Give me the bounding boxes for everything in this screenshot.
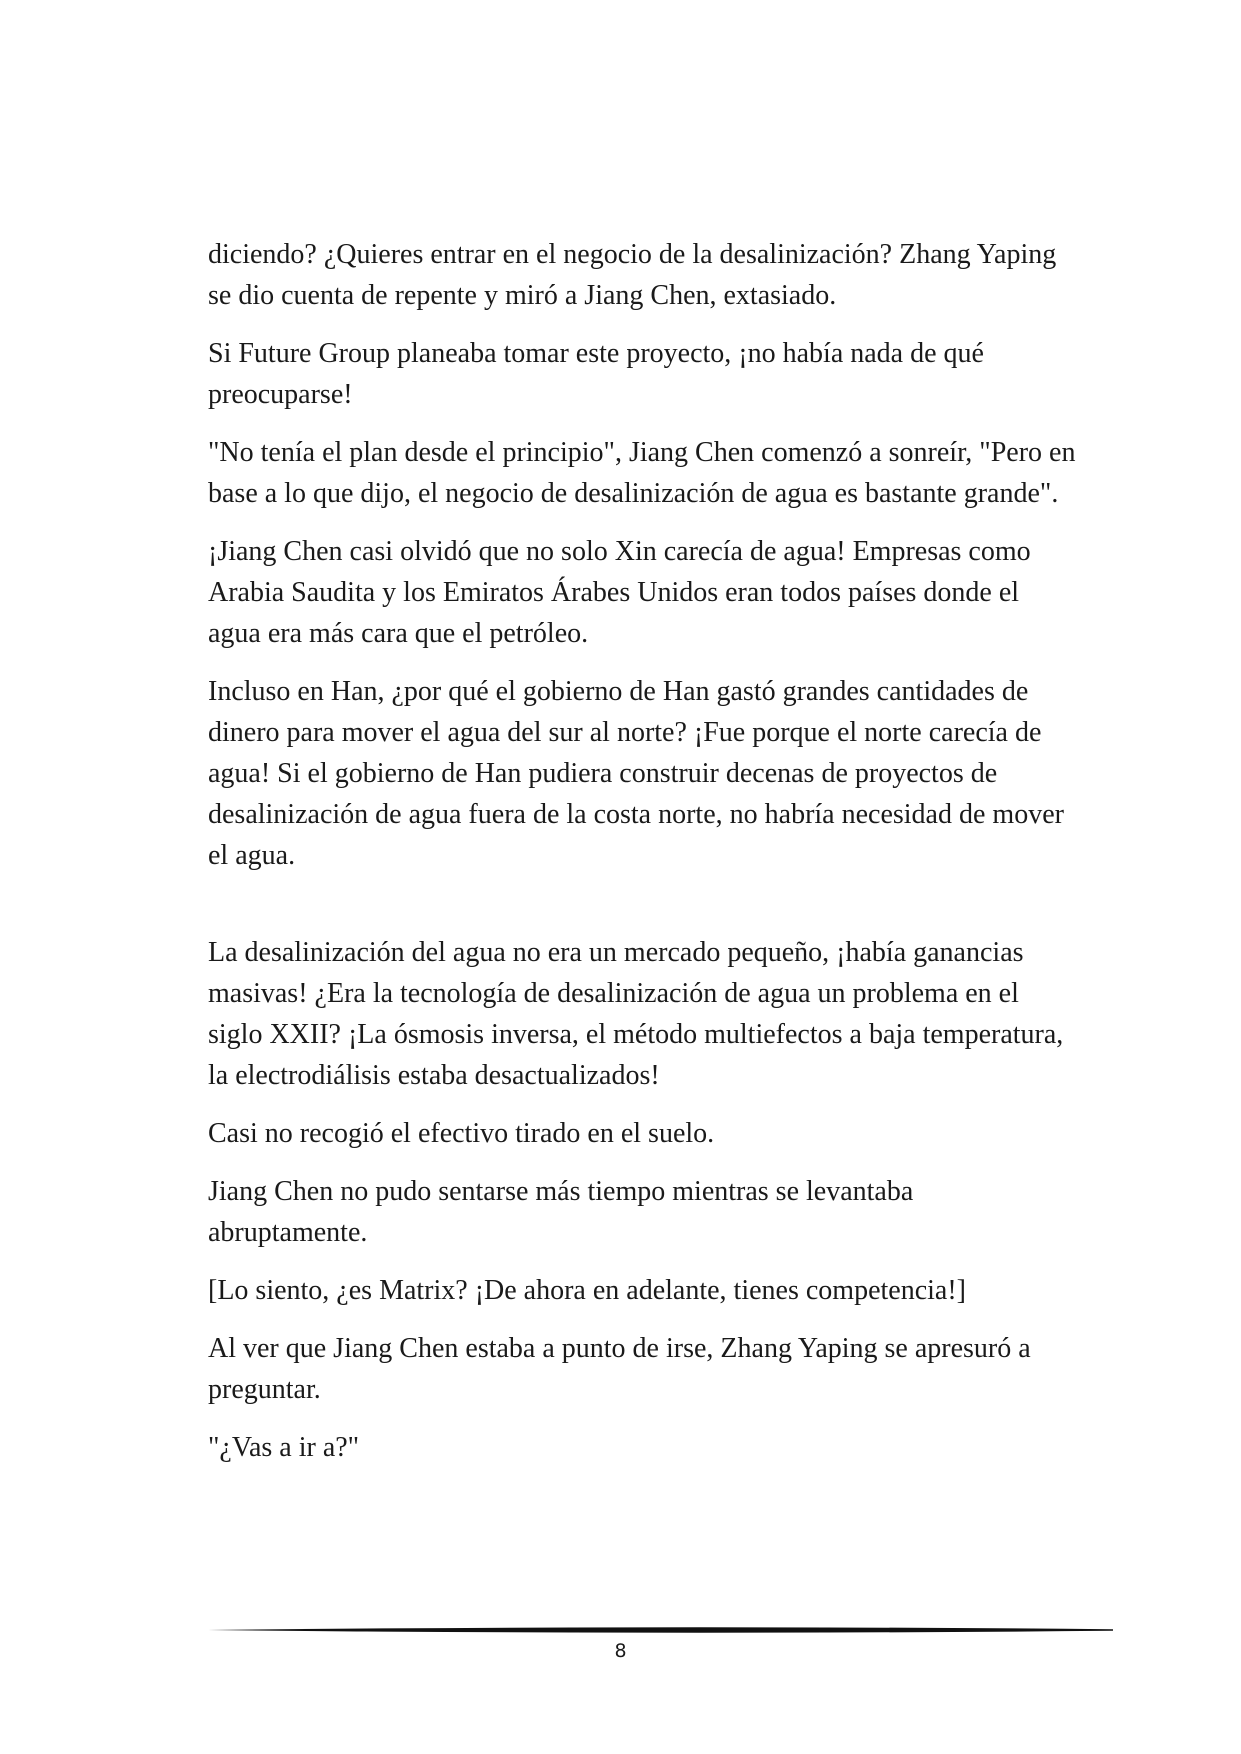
paragraph: "No tenía el plan desde el principio", Jiang Chen comenzó a sonreír, "Pero en base a lo que dijo, el negocio de desalinización de agua es bastante grande". [208,437,1076,509]
paragraph: diciendo? ¿Quieres entrar en el negocio de la desalinización? Zhang Yaping se dio cuenta de repente y miró a Jiang Chen, extasiado. [208,239,1057,311]
paragraph: Al ver que Jiang Chen estaba a punto de irse, Zhang Yaping se apresuró a preguntar. [208,1333,1031,1405]
paragraph: ¡Jiang Chen casi olvidó que no solo Xin carecía de agua! Empresas como Arabia Saudita y los Emiratos Árabes Unidos eran todos países donde el agua era más cara que el petróleo. [208,536,1031,649]
paragraph: Si Future Group planeaba tomar este proyecto, ¡no había nada de qué preocuparse! [208,338,984,410]
paragraph: La desalinización del agua no era un mercado pequeño, ¡había ganancias masivas! ¿Era la tecnología de desalinización de agua un problema en el siglo XXII? ¡La ósmosis inversa, el método multiefectos a baja temperatura, la electrodiálisis estaba desactualizados! [208,937,1064,1091]
paragraph: Casi no recogió el efectivo tirado en el suelo. [208,1118,715,1149]
paragraph: Incluso en Han, ¿por qué el gobierno de Han gastó grandes cantidades de dinero para mover el agua del sur al norte? ¡Fue porque el norte carecía de agua! Si el gobierno de Han pudiera construir decenas de proyectos de desalinización de agua fuera de la costa norte, no habría necesidad de mover el agua. [208,676,1064,871]
paragraph: "¿Vas a ir a?" [208,1432,360,1463]
paragraph: [Lo siento, ¿es Matrix? ¡De ahora en adelante, tienes competencia!] [208,1275,966,1306]
footer-divider [208,1625,1113,1635]
body-text [208,234,1078,1485]
page-number: 8 [614,1640,627,1662]
paragraph: Jiang Chen no pudo sentarse más tiempo mientras se levantaba abruptamente. [208,1176,914,1248]
